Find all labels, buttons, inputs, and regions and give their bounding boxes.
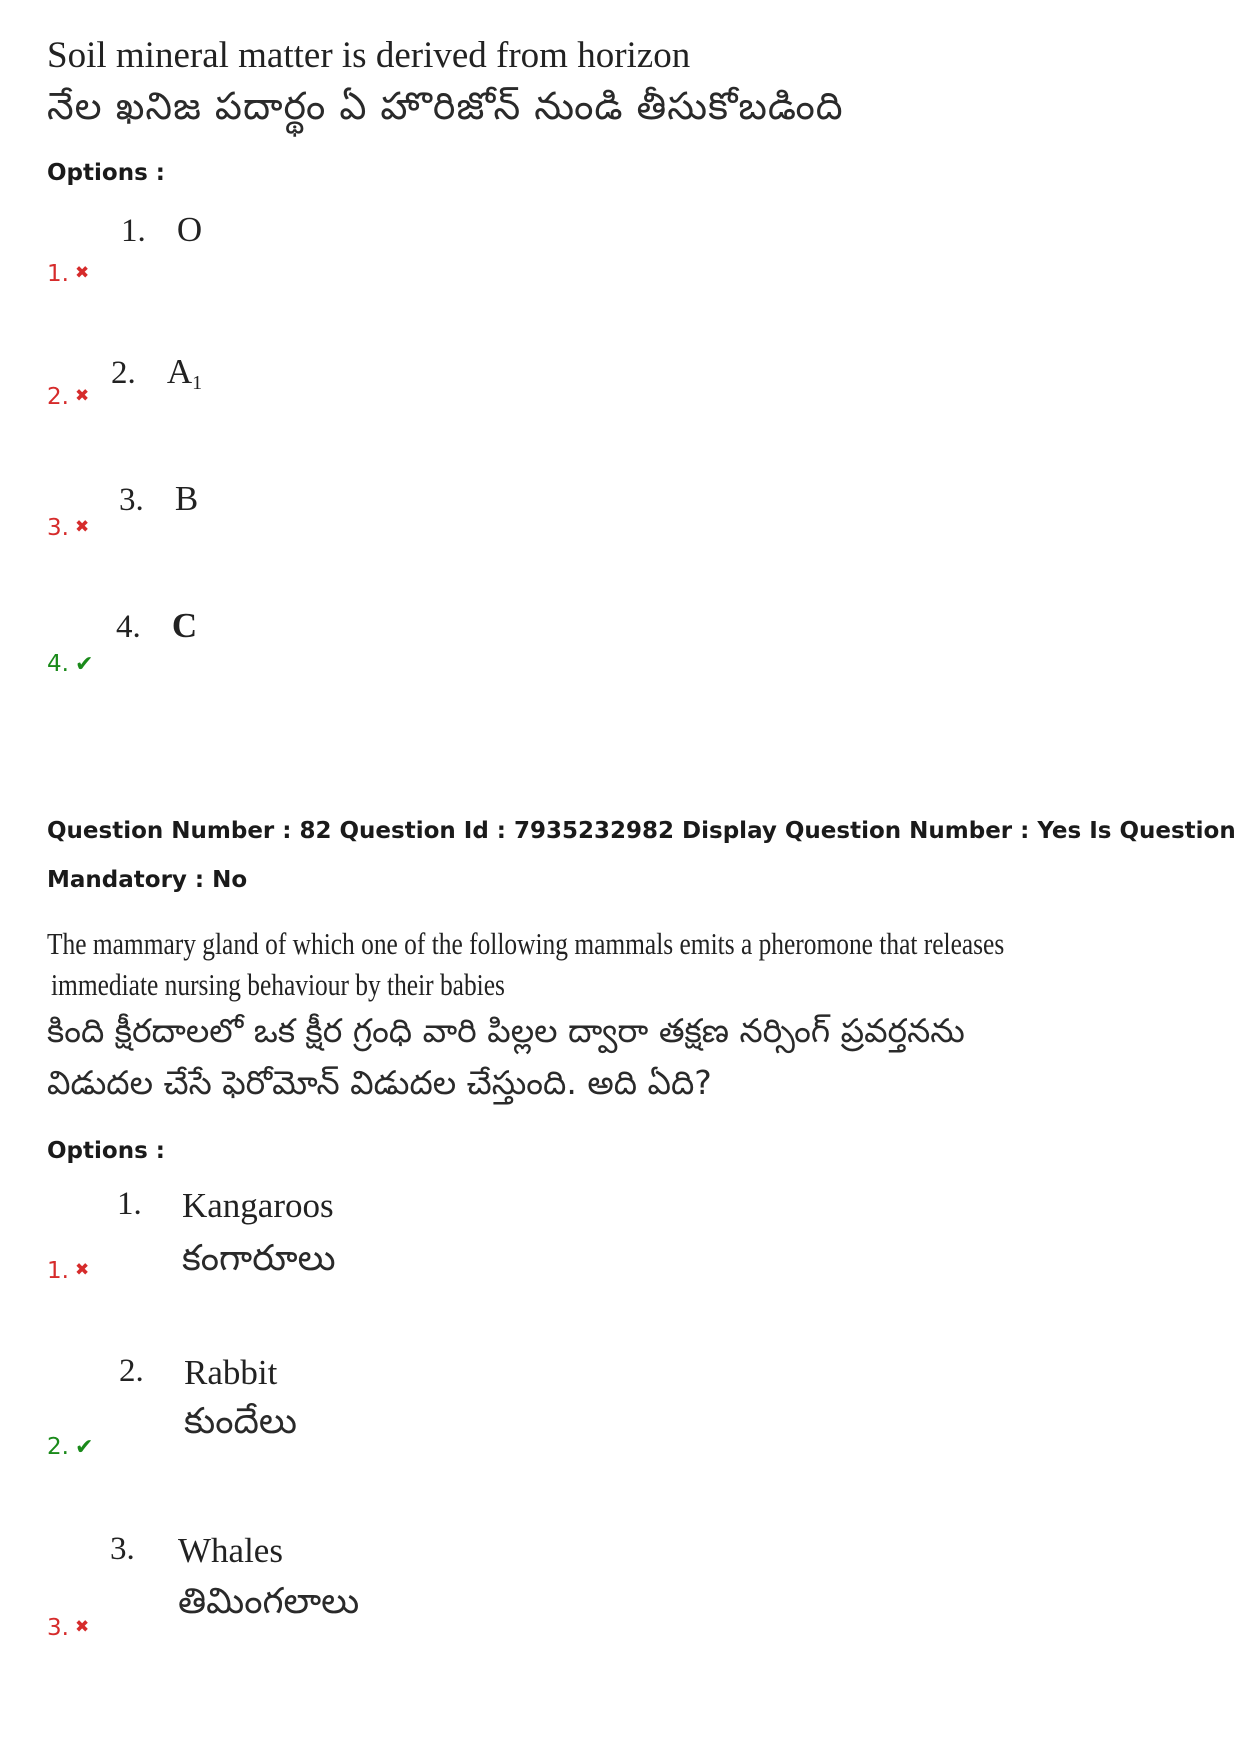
- options-label: Options :: [47, 160, 165, 186]
- option-text-te: కుందేలు: [184, 1401, 297, 1442]
- question-82-text-te-line2: విడుదల చేసే ఫెరోమోన్ విడుదల చేస్తుంది. అది ఏది?: [47, 1063, 712, 1102]
- option-image: [119, 1353, 297, 1442]
- option-number: 3.: [119, 482, 144, 518]
- option-text: Rabbit: [184, 1353, 278, 1392]
- option-marker: [47, 1615, 89, 1641]
- cross-icon: ✖: [74, 517, 90, 537]
- question-82-text-te-line1: కింది క్షీరదాలలో ఒక క్షీర గ్రంధి వారి పిల్లల ద్వారా తక్షణ నర్సింగ్ ప్రవర్తనను: [47, 1011, 965, 1050]
- option-marker: [47, 651, 93, 677]
- option-marker-number: 3.: [47, 1615, 69, 1641]
- question-meta-line: Question Number : 82 Question Id : 7935232982 Display Question Number : Yes Is Question: [47, 818, 1236, 844]
- question-82-text-en-line2: immediate nursing behaviour by their babies: [51, 967, 505, 1002]
- option-number: 2.: [119, 1353, 144, 1389]
- option-image: [117, 1186, 336, 1279]
- cross-icon: ✖: [74, 1260, 90, 1280]
- option-text: Kangaroos: [182, 1186, 334, 1225]
- option-marker-number: 3.: [47, 515, 69, 541]
- options-label: Options :: [47, 1138, 165, 1164]
- option-image: [119, 479, 198, 519]
- option-number: 1.: [121, 213, 146, 249]
- question-81-text-en: Soil mineral matter is derived from horizon: [47, 35, 691, 76]
- cross-icon: ✖: [74, 1617, 90, 1637]
- option-text: C: [171, 606, 198, 645]
- option-number: 4.: [116, 609, 141, 645]
- option-image: [110, 1531, 360, 1622]
- option-marker: [47, 1258, 89, 1284]
- check-icon: ✔: [74, 1435, 94, 1460]
- option-marker: [47, 261, 89, 287]
- option-marker: [47, 1434, 93, 1460]
- option-marker-number: 1.: [47, 1258, 69, 1284]
- option-image: [116, 606, 197, 646]
- option-subscript: 1: [192, 372, 203, 394]
- option-text: Whales: [178, 1531, 283, 1570]
- option-image: [121, 210, 202, 250]
- option-number: 3.: [110, 1531, 135, 1567]
- question-81-text-te: నేల ఖనిజ పదార్థం ఏ హొరిజోన్ నుండి తీసుకోబడింది: [47, 84, 844, 128]
- option-number: 2.: [111, 355, 136, 391]
- cross-icon: ✖: [74, 263, 90, 283]
- option-text: B: [174, 479, 199, 518]
- option-marker: [47, 515, 89, 541]
- option-text: [166, 352, 203, 394]
- option-text-main: A: [166, 352, 193, 391]
- question-82-text-en-line1: The mammary gland of which one of the following mammals emits a pheromone that releases: [47, 926, 1005, 961]
- option-marker-number: 2.: [47, 384, 69, 410]
- option-marker-number: 4.: [47, 651, 69, 677]
- cross-icon: ✖: [74, 386, 90, 406]
- check-icon: ✔: [74, 652, 94, 677]
- option-number: 1.: [117, 1186, 142, 1222]
- option-text-te: తిమింగలాలు: [178, 1581, 360, 1622]
- option-marker-number: 2.: [47, 1434, 69, 1460]
- option-text: O: [176, 210, 203, 249]
- question-mandatory: Mandatory : No: [47, 867, 248, 893]
- option-marker: [47, 384, 89, 410]
- option-text-te: కంగారూలు: [182, 1238, 336, 1279]
- option-marker-number: 1.: [47, 261, 69, 287]
- option-image: [111, 352, 202, 395]
